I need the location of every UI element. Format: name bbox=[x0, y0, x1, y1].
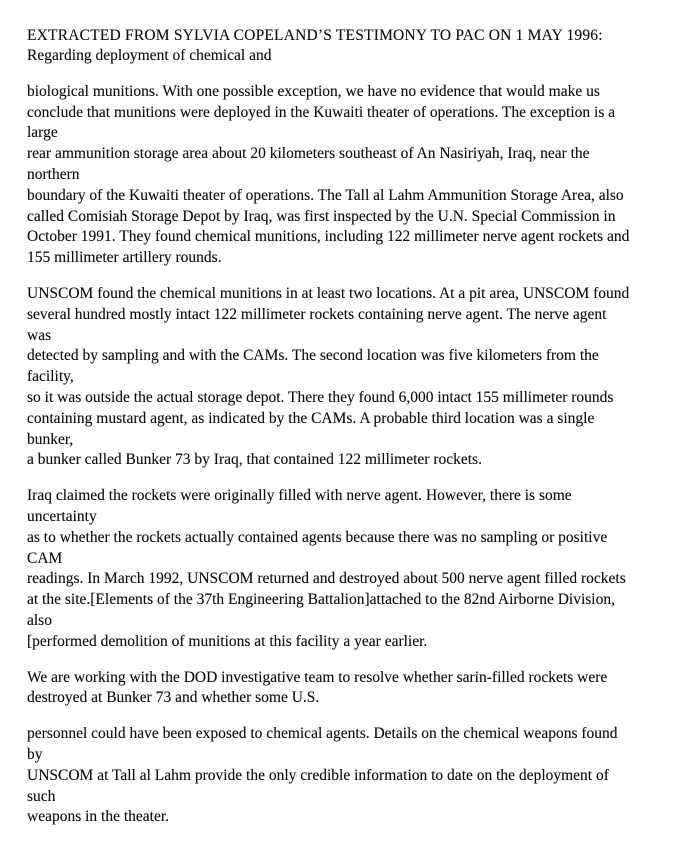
text-line: large bbox=[27, 124, 58, 142]
text-line: UNSCOM at Tall al Lahm provide the only credible information to date on the deployment of bbox=[27, 766, 609, 784]
text-line: was bbox=[27, 326, 52, 344]
text-line: bunker, bbox=[27, 430, 74, 448]
paragraph bbox=[27, 486, 662, 652]
paragraph bbox=[27, 82, 662, 269]
text-line: 155 millimeter artillery rounds. bbox=[27, 249, 222, 267]
document-body bbox=[27, 46, 662, 828]
text-line: so it was outside the actual storage depot. There they found 6,000 intact 155 millimeter rounds bbox=[27, 388, 614, 406]
text-line: [performed demolition of munitions at this facility a year earlier. bbox=[27, 632, 428, 650]
text-line: uncertainty bbox=[27, 507, 97, 525]
text-line: Regarding deployment of chemical and bbox=[27, 47, 272, 64]
paragraph bbox=[27, 724, 662, 828]
text-line: northern bbox=[27, 165, 80, 183]
paragraph bbox=[27, 668, 662, 710]
paragraph bbox=[27, 46, 662, 67]
text-line: We are working with the DOD investigative team to resolve whether sarin-filled rockets were bbox=[27, 668, 608, 686]
text-line: several hundred mostly intact 122 millimeter rockets containing nerve agent. The nerve agent bbox=[27, 305, 607, 323]
text-line: by bbox=[27, 745, 43, 763]
text-line: October 1991. They found chemical munitions, including 122 millimeter nerve agent rockets and bbox=[27, 228, 630, 246]
text-line: readings. In March 1992, UNSCOM returned and destroyed about 500 nerve agent filled rockets bbox=[27, 570, 626, 588]
document-title: EXTRACTED FROM SYLVIA COPELAND’S TESTIMONY TO PAC ON 1 MAY 1996: bbox=[27, 27, 603, 44]
text-line: biological munitions. With one possible exception, we have no evidence that would make us bbox=[27, 82, 600, 100]
text-line: Iraq claimed the rockets were originally filled with nerve agent. However, there is some bbox=[27, 487, 572, 505]
text-line: boundary of the Kuwaiti theater of operations. The Tall al Lahm Ammunition Storage Area, also bbox=[27, 186, 624, 204]
text-line: personnel could have been exposed to chemical agents. Details on the chemical weapons found bbox=[27, 725, 618, 743]
text-line: such bbox=[27, 787, 56, 805]
text-line: detected by sampling and with the CAMs. The second location was five kilometers from the bbox=[27, 347, 599, 365]
text-line: containing mustard agent, as indicated by the CAMs. A probable third location was a single bbox=[27, 409, 595, 427]
text-line: facility, bbox=[27, 368, 74, 386]
paragraph bbox=[27, 284, 662, 471]
text-line: also bbox=[27, 611, 52, 629]
text-line: called Comisiah Storage Depot by Iraq, was first inspected by the U.N. Special Commission in bbox=[27, 207, 616, 225]
text-line: a bunker called Bunker 73 by Iraq, that contained 122 millimeter rockets. bbox=[27, 451, 482, 469]
text-line: as to whether the rockets actually contained agents because there was no sampling or positive bbox=[27, 528, 608, 546]
text-line: UNSCOM found the chemical munitions in at least two locations. At a pit area, UNSCOM found bbox=[27, 284, 630, 302]
text-line: CAM bbox=[27, 549, 63, 567]
text-line: conclude that munitions were deployed in the Kuwaiti theater of operations. The exception is a bbox=[27, 103, 616, 121]
text-line: weapons in the theater. bbox=[27, 808, 170, 826]
text-line: at the site.[Elements of the 37th Engineering Battalion]attached to the 82nd Airborne Division, bbox=[27, 591, 615, 609]
text-line: destroyed at Bunker 73 and whether some U.S. bbox=[27, 689, 320, 707]
text-line: rear ammunition storage area about 20 kilometers southeast of An Nasiriyah, Iraq, near the bbox=[27, 145, 590, 163]
